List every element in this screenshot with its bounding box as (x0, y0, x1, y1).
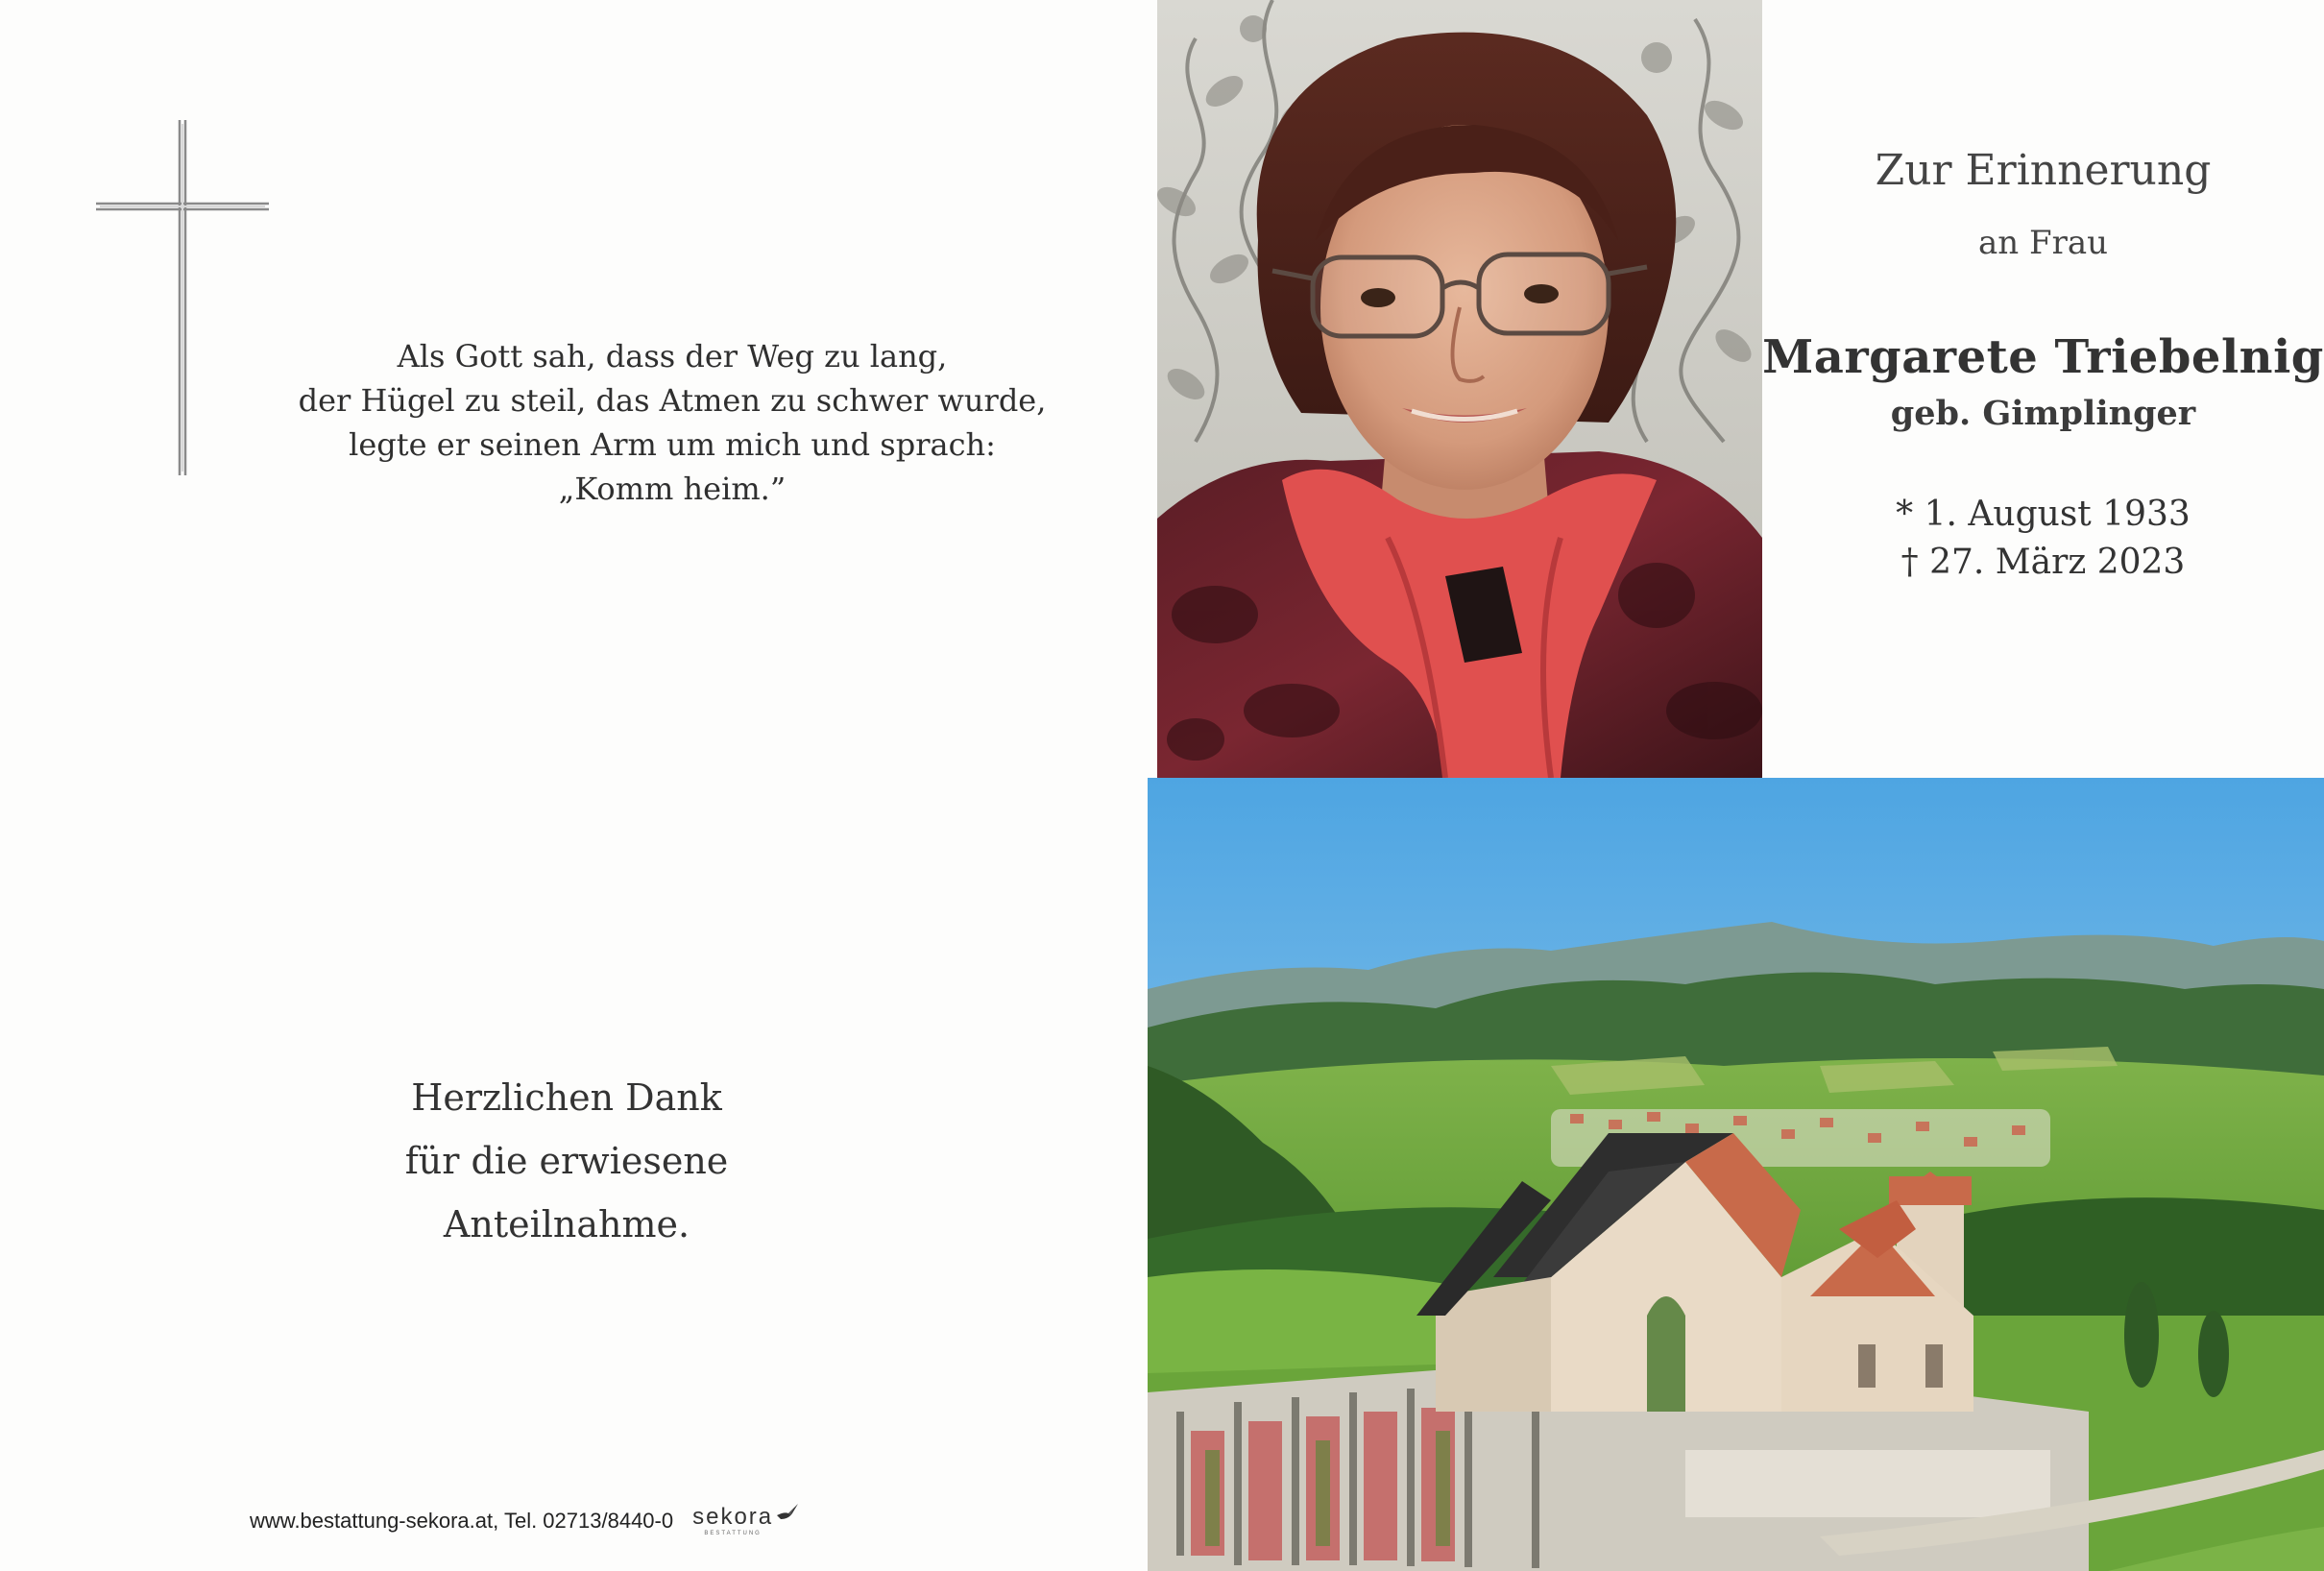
brand-subtitle: BESTATTUNG (704, 1531, 762, 1536)
salutation: an Frau (1978, 224, 2108, 262)
quote-line: legte er seinen Arm um mich und sprach: (349, 426, 996, 463)
thanks-line: für die erwiesene (404, 1140, 729, 1182)
thanks-line: Herzlichen Dank (411, 1076, 722, 1119)
thanks-text (336, 1066, 797, 1256)
thanks-panel (0, 778, 1148, 1571)
birth-name: geb. Gimplinger (1890, 394, 2196, 433)
memorial-info-panel (1762, 0, 2324, 778)
thanks-line: Anteilnahme. (443, 1203, 690, 1245)
church-landscape-photo (1148, 778, 2324, 1571)
brand-name: sekora (692, 1504, 774, 1530)
cross-icon (96, 120, 269, 475)
portrait-photo (1157, 0, 1762, 778)
quote-panel (0, 0, 1157, 778)
contact-info: www.bestattung-sekora.at, Tel. 02713/8440-0 (250, 1509, 674, 1533)
deceased-name: Margarete Triebelnig (1762, 330, 2324, 384)
footer (250, 1502, 800, 1540)
quote-line: der Hügel zu steil, das Atmen zu schwer wurde, (298, 382, 1047, 419)
quote-line: Als Gott sah, dass der Weg zu lang, (397, 338, 948, 375)
birth-date: * 1. August 1933 (1896, 495, 2191, 534)
title: Zur Erinnerung (1875, 146, 2212, 195)
quote-line: „Komm heim.” (558, 471, 787, 507)
quote-text (288, 334, 1056, 511)
bird-icon (775, 1502, 800, 1521)
death-date: † 27. März 2023 (1900, 543, 2186, 582)
brand-logo (692, 1506, 800, 1536)
